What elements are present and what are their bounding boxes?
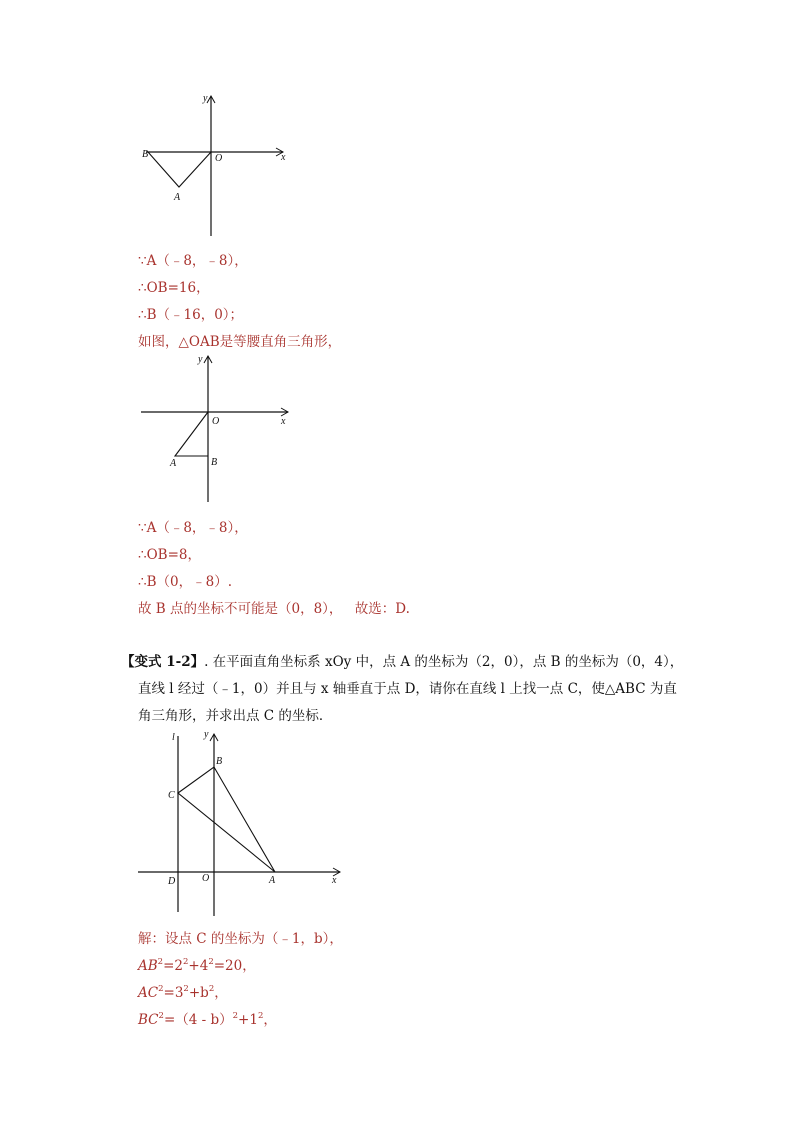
text-line: ∴OB=16， xyxy=(138,280,210,296)
text-part: =3 xyxy=(163,985,184,1001)
problem-line-3: 角三角形，并求出点 C 的坐标． xyxy=(138,708,333,724)
point-a-label: A xyxy=(174,192,181,203)
triangle-abc xyxy=(178,767,275,872)
origin-label: O xyxy=(215,153,223,164)
origin-label: O xyxy=(212,416,220,427)
text-part: +b xyxy=(188,985,209,1001)
point-b-label: B xyxy=(216,756,223,767)
solution-line-3 xyxy=(138,981,228,1001)
answer-line xyxy=(138,597,410,617)
exponent: 2 xyxy=(208,957,214,967)
x-label: x xyxy=(281,416,286,427)
exponent: 2 xyxy=(157,957,164,967)
y-label: y xyxy=(203,93,208,104)
answer-choice: 故选：D. xyxy=(354,601,410,617)
text-part: ， xyxy=(214,985,228,1001)
exponent: 2 xyxy=(158,984,164,994)
solution-line-2 xyxy=(138,954,256,974)
point-b-label: B xyxy=(211,457,218,468)
text-part: =2 xyxy=(163,958,183,974)
text-part: +4 xyxy=(188,958,209,974)
exponent: 2 xyxy=(208,984,215,994)
y-label: y xyxy=(204,729,209,740)
point-c-label: C xyxy=(168,790,175,801)
text-line: ∵A（﹣8，﹣8）， xyxy=(138,253,248,269)
text-line: ∴B（﹣16，0）； xyxy=(138,307,244,323)
figure-3-coordinate-sketch xyxy=(130,726,350,922)
x-label: x xyxy=(332,875,337,886)
problem-text: . 在平面直角坐标系 xOy 中，点 A 的坐标为（2，0），点 B 的坐标为（0，4）， xyxy=(204,654,684,670)
problem-tag: 【变式 1-2】 xyxy=(121,654,205,670)
text-line: 如图，△OAB是等腰直角三角形， xyxy=(138,334,342,350)
text-part: AB xyxy=(138,958,158,974)
point-a-label: A xyxy=(170,458,177,469)
point-a-label: A xyxy=(269,875,276,886)
triangle-oab xyxy=(175,412,208,456)
x-label: x xyxy=(281,152,286,163)
line-l-label: l xyxy=(172,732,175,743)
origin-label: O xyxy=(202,873,210,884)
exponent: 2 xyxy=(257,1011,264,1021)
text-line: ∵A（﹣8，﹣8）， xyxy=(138,520,248,536)
solution-line-1: 解：设点 C 的坐标为（﹣1，b）， xyxy=(138,931,343,947)
text-part: =（4 - b） xyxy=(163,1012,233,1028)
text-part: AC xyxy=(138,985,159,1001)
exponent: 2 xyxy=(183,984,189,994)
exponent: 2 xyxy=(158,1011,164,1021)
figure-1-coordinate-sketch xyxy=(138,90,298,240)
text-part: ， xyxy=(263,1012,277,1028)
triangle-oab xyxy=(148,152,211,187)
text-part: =20， xyxy=(213,958,256,974)
problem-line-1 xyxy=(121,650,683,670)
text-part: BC xyxy=(138,1012,159,1028)
exponent: 2 xyxy=(232,1011,239,1021)
point-d-label: D xyxy=(168,876,176,887)
text-part: +1 xyxy=(238,1012,258,1028)
figure-2-coordinate-sketch xyxy=(138,352,298,507)
y-label: y xyxy=(198,354,203,365)
problem-line-2: 直线 l 经过（﹣1，0）并且与 x 轴垂直于点 D，请你在直线 l 上找一点 C，使△ABC 为直 xyxy=(138,681,677,697)
text-line: ∴OB=8， xyxy=(138,547,201,563)
answer-text: 故 B 点的坐标不可能是（0，8）， xyxy=(138,601,343,617)
point-b-label: B xyxy=(142,149,149,160)
exponent: 2 xyxy=(183,957,189,967)
text-line: ∴B（0，﹣8）. xyxy=(138,574,232,590)
solution-line-4 xyxy=(138,1008,277,1028)
